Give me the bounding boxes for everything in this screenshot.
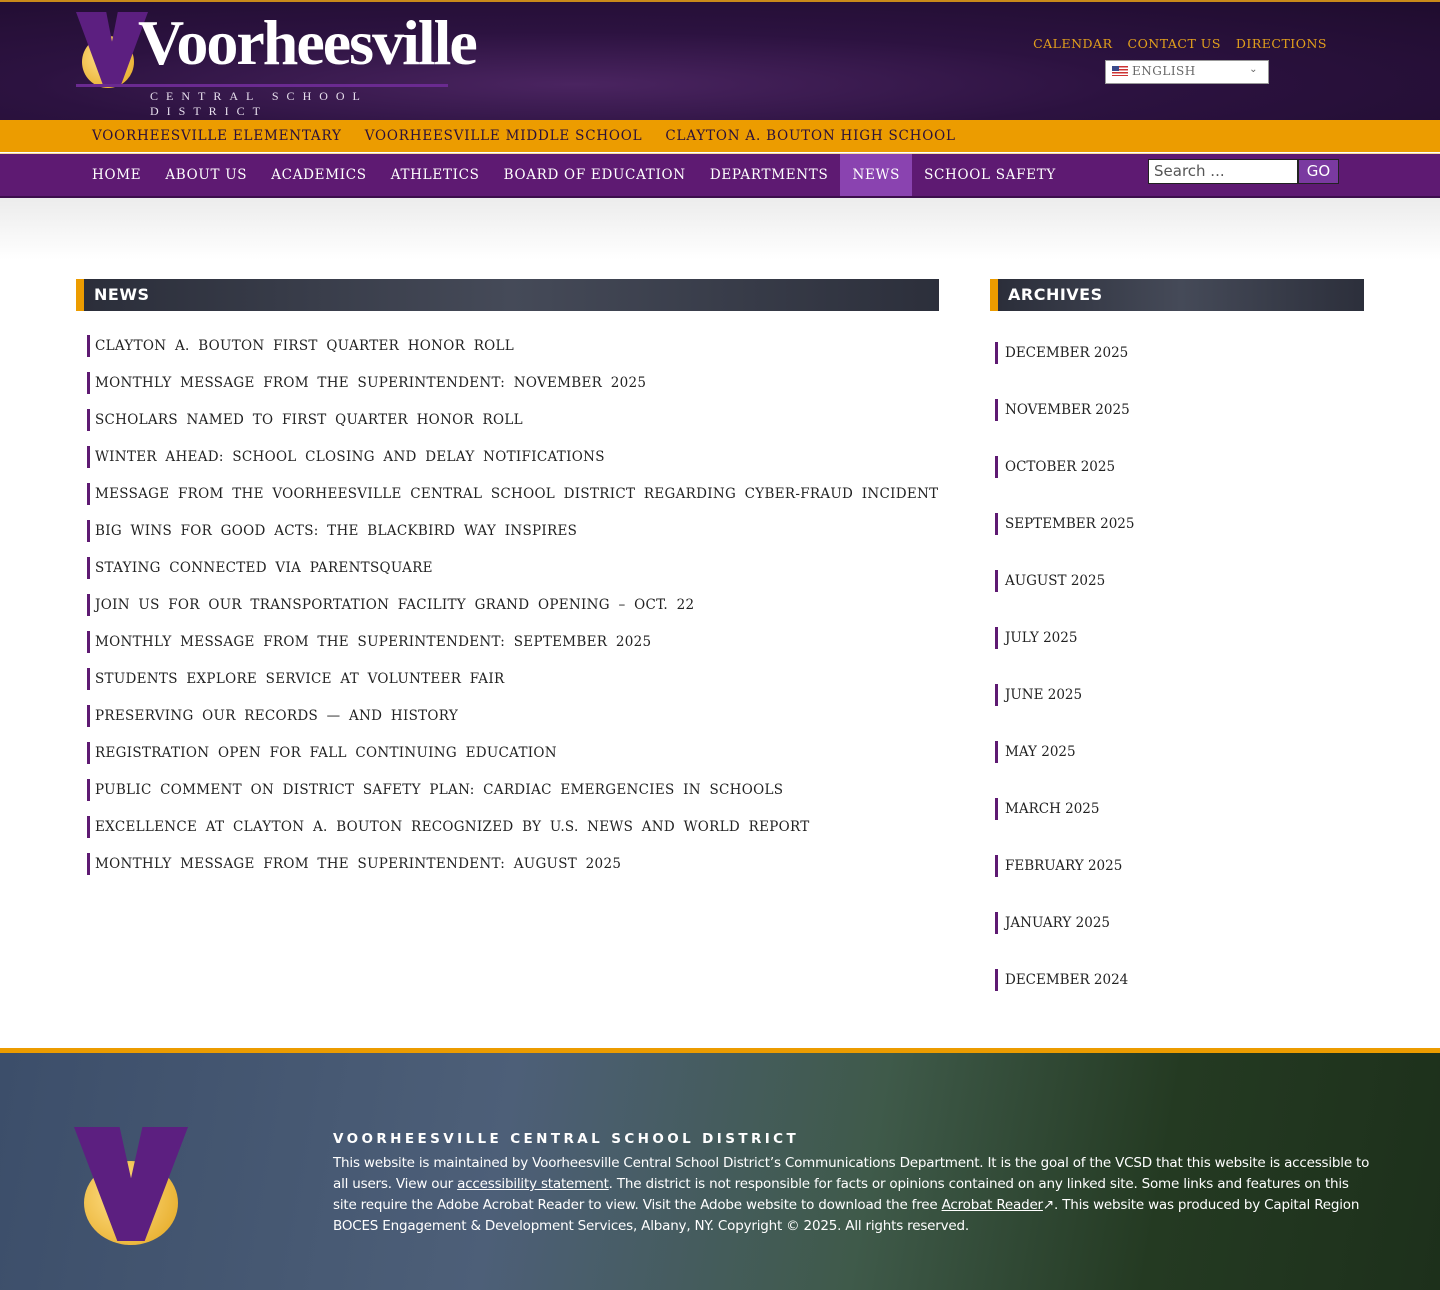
calendar-link[interactable]: CALENDAR xyxy=(1033,36,1113,51)
archive-item[interactable]: MARCH 2025 xyxy=(995,798,1100,820)
footer-text-3: . This website was produced by Capital Region BOCES Engagement & Development Services, Albany, NY. Copyright © 2025. All rights reserved. xyxy=(333,1197,1360,1234)
news-item[interactable]: STAYING CONNECTED VIA PARENTSQUARE xyxy=(87,557,433,579)
hero-band xyxy=(0,198,1440,260)
search-input[interactable]: Search ... xyxy=(1148,159,1298,184)
utility-links xyxy=(1033,36,1327,51)
accessibility-statement-link[interactable]: accessibility statement xyxy=(457,1176,609,1192)
archive-item[interactable]: FEBRUARY 2025 xyxy=(995,855,1122,877)
archive-item[interactable]: OCTOBER 2025 xyxy=(995,456,1115,478)
search-go-button[interactable]: GO xyxy=(1298,159,1339,184)
footer-text xyxy=(333,1153,1373,1237)
archive-item[interactable]: AUGUST 2025 xyxy=(995,570,1105,592)
nav-home[interactable]: HOME xyxy=(92,167,142,183)
archive-item[interactable]: DECEMBER 2024 xyxy=(995,969,1128,991)
nav-news[interactable]: NEWS xyxy=(840,154,912,196)
school-link-elementary[interactable]: VOORHEESVILLE ELEMENTARY xyxy=(92,128,342,144)
news-item[interactable]: SCHOLARS NAMED TO FIRST QUARTER HONOR ROLL xyxy=(87,409,523,431)
news-item[interactable]: PUBLIC COMMENT ON DISTRICT SAFETY PLAN: CARDIAC EMERGENCIES IN SCHOOLS xyxy=(87,779,783,801)
us-flag-icon xyxy=(1112,66,1128,76)
news-item[interactable]: EXCELLENCE AT CLAYTON A. BOUTON RECOGNIZED BY U.S. NEWS AND WORLD REPORT xyxy=(87,816,810,838)
site-footer xyxy=(0,1048,1440,1290)
language-select[interactable] xyxy=(1105,60,1269,84)
external-link-icon: ↗ xyxy=(1042,1197,1055,1213)
news-heading: NEWS xyxy=(76,279,939,311)
archive-item[interactable]: MAY 2025 xyxy=(995,741,1076,763)
acrobat-reader-link[interactable]: Acrobat Reader xyxy=(941,1197,1043,1213)
nav-school-safety[interactable]: SCHOOL SAFETY xyxy=(924,167,1057,183)
logo-rule xyxy=(76,84,448,87)
nav-board-of-education[interactable]: BOARD OF EDUCATION xyxy=(503,167,686,183)
nav-about-us[interactable]: ABOUT US xyxy=(165,167,248,183)
archive-item[interactable]: SEPTEMBER 2025 xyxy=(995,513,1134,535)
news-item[interactable]: MONTHLY MESSAGE FROM THE SUPERINTENDENT: AUGUST 2025 xyxy=(87,853,621,875)
archive-item[interactable]: JULY 2025 xyxy=(995,627,1077,649)
footer-title: VOORHEESVILLE CENTRAL SCHOOL DISTRICT xyxy=(333,1131,800,1147)
directions-link[interactable]: DIRECTIONS xyxy=(1235,36,1327,51)
news-item[interactable]: MONTHLY MESSAGE FROM THE SUPERINTENDENT: NOVEMBER 2025 xyxy=(87,372,646,394)
chevron-down-icon: ⌄ xyxy=(1249,64,1258,75)
footer-logo xyxy=(74,1127,188,1245)
news-item[interactable]: WINTER AHEAD: SCHOOL CLOSING AND DELAY NOTIFICATIONS xyxy=(87,446,605,468)
footer-text-2: . The district is not responsible for facts or opinions contained on any linked site. Some links and features on this site require the Adobe Acrobat Reader to view. Visit the Adobe website to download the free xyxy=(333,1176,1349,1213)
news-item[interactable]: MESSAGE FROM THE VOORHEESVILLE CENTRAL SCHOOL DISTRICT REGARDING CYBER-FRAUD INCIDENT xyxy=(87,483,938,505)
contact-us-link[interactable]: CONTACT US xyxy=(1127,36,1221,51)
archives-heading: ARCHIVES xyxy=(990,279,1364,311)
news-item[interactable]: JOIN US FOR OUR TRANSPORTATION FACILITY GRAND OPENING – OCT. 22 xyxy=(87,594,694,616)
district-logo[interactable] xyxy=(76,7,476,118)
logo-subtitle: CENTRAL SCHOOL DISTRICT xyxy=(150,89,368,118)
archive-item[interactable]: JUNE 2025 xyxy=(995,684,1082,706)
news-item[interactable]: REGISTRATION OPEN FOR FALL CONTINUING EDUCATION xyxy=(87,742,557,764)
archive-item[interactable]: NOVEMBER 2025 xyxy=(995,399,1130,421)
language-value: ENGLISH xyxy=(1132,64,1196,78)
schools-bar xyxy=(0,120,1440,152)
footer-text-1: This website is maintained by Voorheesville Central School District’s Communications Department. It is the goal of the VCSD that this website is accessible to all users. View our xyxy=(333,1155,1370,1192)
news-item[interactable]: MONTHLY MESSAGE FROM THE SUPERINTENDENT: SEPTEMBER 2025 xyxy=(87,631,651,653)
logo-wordmark: Voorheesville xyxy=(138,7,476,78)
news-item[interactable]: BIG WINS FOR GOOD ACTS: THE BLACKBIRD WAY INSPIRES xyxy=(87,520,577,542)
school-link-high[interactable]: CLAYTON A. BOUTON HIGH SCHOOL xyxy=(665,128,956,144)
news-item[interactable]: CLAYTON A. BOUTON FIRST QUARTER HONOR ROLL xyxy=(87,335,514,357)
site-header xyxy=(0,0,1440,120)
nav-academics[interactable]: ACADEMICS xyxy=(271,167,367,183)
archive-item[interactable]: JANUARY 2025 xyxy=(995,912,1110,934)
news-item[interactable]: STUDENTS EXPLORE SERVICE AT VOLUNTEER FAIR xyxy=(87,668,504,690)
school-link-middle[interactable]: VOORHEESVILLE MIDDLE SCHOOL xyxy=(364,128,643,144)
archive-item[interactable]: DECEMBER 2025 xyxy=(995,342,1128,364)
nav-athletics[interactable]: ATHLETICS xyxy=(390,167,480,183)
nav-departments[interactable]: DEPARTMENTS xyxy=(709,167,829,183)
news-item[interactable]: PRESERVING OUR RECORDS — AND HISTORY xyxy=(87,705,458,727)
